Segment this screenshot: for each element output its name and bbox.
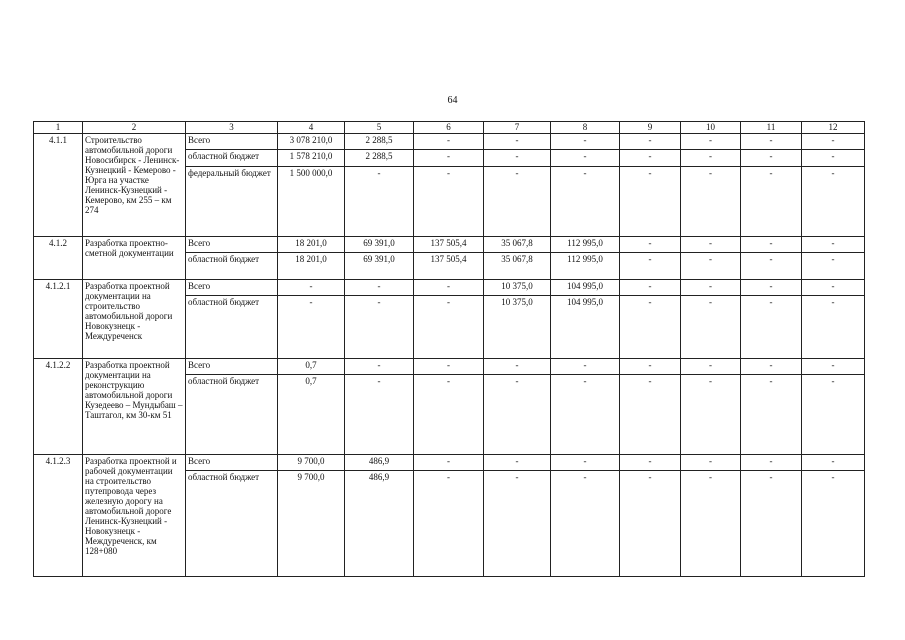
value-cell: - (741, 471, 802, 577)
value-cell: - (551, 455, 620, 471)
item-title: Строительство автомобильной дороги Новосибирск - Ленинск-Кузнецкий - Кемерово - Юрга на участке Ленинск-Кузнецкий - Кемерово, км 255 – км 274 (83, 134, 186, 237)
funding-source: Всего (186, 359, 278, 375)
value-cell: - (741, 253, 802, 280)
value-cell: - (278, 296, 345, 359)
value-cell: 9 700,0 (278, 455, 345, 471)
value-cell: - (484, 455, 551, 471)
table-row (34, 455, 865, 471)
funding-source: областной бюджет (186, 471, 278, 577)
value-cell: - (681, 280, 741, 296)
value-cell: - (414, 134, 484, 150)
funding-source: Всего (186, 280, 278, 296)
value-cell: - (802, 253, 865, 280)
value-cell: - (551, 167, 620, 237)
value-cell: - (741, 296, 802, 359)
funding-source: Всего (186, 134, 278, 150)
value-cell: - (414, 280, 484, 296)
header-cell: 11 (741, 122, 802, 134)
value-cell: - (551, 134, 620, 150)
value-cell: 10 375,0 (484, 280, 551, 296)
value-cell: - (741, 167, 802, 237)
value-cell: - (345, 167, 414, 237)
item-code: 4.1.2.3 (34, 455, 83, 577)
value-cell: - (345, 296, 414, 359)
table-row (34, 280, 865, 296)
value-cell: 9 700,0 (278, 471, 345, 577)
value-cell: - (741, 150, 802, 167)
table-row (34, 134, 865, 150)
value-cell: - (802, 237, 865, 253)
value-cell: 1 578 210,0 (278, 150, 345, 167)
value-cell: - (620, 167, 681, 237)
value-cell: - (620, 280, 681, 296)
value-cell: - (681, 167, 741, 237)
value-cell: - (620, 253, 681, 280)
value-cell: - (681, 471, 741, 577)
value-cell: - (414, 167, 484, 237)
value-cell: - (802, 359, 865, 375)
value-cell: - (681, 455, 741, 471)
value-cell: - (551, 359, 620, 375)
item-code: 4.1.1 (34, 134, 83, 237)
budget-table (33, 121, 865, 577)
funding-source: Всего (186, 237, 278, 253)
value-cell: - (551, 375, 620, 455)
value-cell: 486,9 (345, 471, 414, 577)
value-cell: - (620, 150, 681, 167)
value-cell: 112 995,0 (551, 253, 620, 280)
item-code: 4.1.2.1 (34, 280, 83, 359)
funding-source: областной бюджет (186, 375, 278, 455)
header-cell: 10 (681, 122, 741, 134)
header-cell: 9 (620, 122, 681, 134)
value-cell: 137 505,4 (414, 253, 484, 280)
value-cell: 69 391,0 (345, 253, 414, 280)
table-row (34, 359, 865, 375)
header-cell: 5 (345, 122, 414, 134)
value-cell: - (802, 471, 865, 577)
value-cell: 1 500 000,0 (278, 167, 345, 237)
header-cell: 7 (484, 122, 551, 134)
value-cell: - (484, 150, 551, 167)
value-cell: - (620, 237, 681, 253)
value-cell: 2 288,5 (345, 134, 414, 150)
value-cell: - (484, 375, 551, 455)
value-cell: 0,7 (278, 359, 345, 375)
value-cell: 10 375,0 (484, 296, 551, 359)
value-cell: - (278, 280, 345, 296)
item-title: Разработка проектной и рабочей документации на строительство путепровода через железную дорогу на автомобильной дороге Ленинск-Кузнецкий - Новокузнецк - Междуреченск, км 128+080 (83, 455, 186, 577)
value-cell: - (681, 150, 741, 167)
value-cell: - (802, 167, 865, 237)
value-cell: - (802, 375, 865, 455)
value-cell: 0,7 (278, 375, 345, 455)
value-cell: - (620, 471, 681, 577)
value-cell: - (741, 375, 802, 455)
value-cell: - (741, 134, 802, 150)
item-code: 4.1.2 (34, 237, 83, 280)
value-cell: - (414, 455, 484, 471)
value-cell: - (681, 237, 741, 253)
value-cell: - (551, 150, 620, 167)
page-number: 64 (447, 95, 458, 106)
value-cell: 18 201,0 (278, 237, 345, 253)
value-cell: - (345, 280, 414, 296)
funding-source: Всего (186, 455, 278, 471)
value-cell: - (741, 237, 802, 253)
header-cell: 3 (186, 122, 278, 134)
item-title: Разработка проектно-сметной документации (83, 237, 186, 280)
value-cell: 104 995,0 (551, 296, 620, 359)
value-cell: 3 078 210,0 (278, 134, 345, 150)
item-title: Разработка проектной документации на строительство автомобильной дороги Новокузнецк - Междуреченск (83, 280, 186, 359)
value-cell: 2 288,5 (345, 150, 414, 167)
value-cell: - (484, 359, 551, 375)
value-cell: - (681, 134, 741, 150)
value-cell: - (620, 375, 681, 455)
value-cell: - (414, 471, 484, 577)
value-cell: - (802, 296, 865, 359)
value-cell: - (484, 167, 551, 237)
value-cell: - (414, 150, 484, 167)
value-cell: 35 067,8 (484, 253, 551, 280)
header-row (34, 122, 865, 134)
value-cell: - (620, 134, 681, 150)
value-cell: - (681, 296, 741, 359)
header-cell: 4 (278, 122, 345, 134)
value-cell: 486,9 (345, 455, 414, 471)
value-cell: - (620, 455, 681, 471)
funding-source: областной бюджет (186, 296, 278, 359)
item-title: Разработка проектной документации на реконструкцию автомобильной дороги Кузедеево – Мундыбаш – Таштагол, км 30-км 51 (83, 359, 186, 455)
value-cell: - (802, 134, 865, 150)
value-cell: - (741, 359, 802, 375)
value-cell: - (802, 150, 865, 167)
value-cell: 104 995,0 (551, 280, 620, 296)
header-cell: 12 (802, 122, 865, 134)
value-cell: - (681, 253, 741, 280)
value-cell: - (741, 280, 802, 296)
header-cell: 8 (551, 122, 620, 134)
value-cell: 35 067,8 (484, 237, 551, 253)
value-cell: - (345, 375, 414, 455)
value-cell: - (414, 359, 484, 375)
value-cell: - (681, 375, 741, 455)
funding-source: федеральный бюджет (186, 167, 278, 237)
value-cell: - (345, 359, 414, 375)
value-cell: 112 995,0 (551, 237, 620, 253)
funding-source: областной бюджет (186, 253, 278, 280)
value-cell: 18 201,0 (278, 253, 345, 280)
value-cell: - (620, 296, 681, 359)
value-cell: - (484, 134, 551, 150)
item-code: 4.1.2.2 (34, 359, 83, 455)
value-cell: - (741, 455, 802, 471)
value-cell: 69 391,0 (345, 237, 414, 253)
value-cell: - (620, 359, 681, 375)
funding-source: областной бюджет (186, 150, 278, 167)
value-cell: - (681, 359, 741, 375)
header-cell: 2 (83, 122, 186, 134)
header-cell: 1 (34, 122, 83, 134)
value-cell: - (802, 455, 865, 471)
value-cell: - (414, 296, 484, 359)
value-cell: 137 505,4 (414, 237, 484, 253)
value-cell: - (484, 471, 551, 577)
value-cell: - (551, 471, 620, 577)
value-cell: - (414, 375, 484, 455)
table-row (34, 237, 865, 253)
header-cell: 6 (414, 122, 484, 134)
value-cell: - (802, 280, 865, 296)
